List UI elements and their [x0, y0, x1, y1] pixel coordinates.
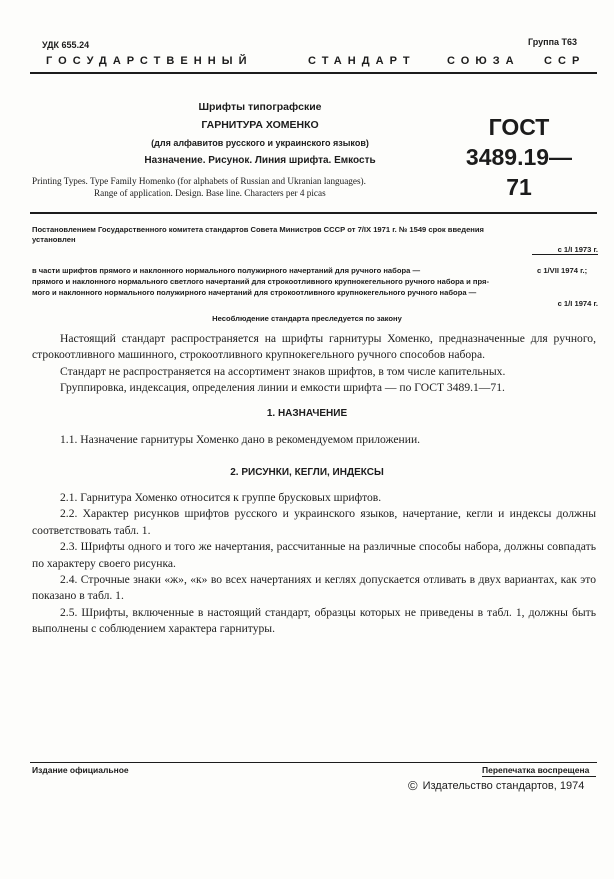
- decree-line-5: мого и наклонного нормального полужирного начертаний для строкоотливного крупнокегельного ручного набора —: [32, 288, 477, 297]
- section-2-paragraph-1: 2.1. Гарнитура Хоменко относится к группе брусковых шрифтов.: [60, 491, 382, 504]
- title-line-2: ГАРНИТУРА ХОМЕНКО: [201, 119, 319, 131]
- english-line-1: Printing Types. Type Family Homenko (for alphabets of Russian and Ukranian languages).: [32, 176, 366, 186]
- banner-word-2: СТАНДАРТ: [308, 55, 416, 67]
- title-rule: [30, 212, 597, 214]
- publisher-line: [408, 778, 584, 793]
- section-2-paragraph-2: 2.2. Характер рисунков шрифтов русского и украинского языков, начертание, кегли и индексы должны соответствовать табл. 1.: [32, 507, 596, 537]
- title-line-1: Шрифты типографские: [198, 101, 322, 113]
- decree-date-1: с 1/I 1973 г.: [557, 245, 598, 254]
- section-1-paragraph-1: 1.1. Назначение гарнитуры Хоменко дано в рекомендуемом приложении.: [60, 433, 421, 446]
- section-2-title: 2. РИСУНКИ, КЕГЛИ, ИНДЕКСЫ: [230, 467, 384, 478]
- decree-line-1: Постановлением Государственного комитета стандартов Совета Министров СССР от 7/IX 1971 г. № 1549 срок введения: [32, 225, 484, 234]
- english-line-2: Range of application. Design. Base line. Characters per 4 picas: [94, 187, 326, 198]
- decree-date-1-rule: [532, 254, 598, 255]
- decree-line-3: в части шрифтов прямого и наклонного нормального полужирного начертаний для ручного набора —: [32, 266, 421, 275]
- banner-word-3: СОЮЗА: [447, 55, 520, 67]
- title-line-4: Назначение. Рисунок. Линия шрифта. Емкость: [144, 155, 376, 166]
- section-2-body: [32, 490, 596, 638]
- banner-word-4: ССР: [544, 55, 586, 67]
- intro-paragraph-1: Настоящий стандарт распространяется на шрифты гарнитуры Хоменко, предназначенные для ручного, строкоотливного машинного, строкоотливного крупнокегельного ручного способов набора.: [32, 332, 596, 362]
- decree-line-2: установлен: [32, 235, 76, 244]
- header-rule: [30, 72, 597, 74]
- section-1-body: [32, 432, 596, 448]
- decree-line-4: прямого и наклонного нормального светлого начертаний для строкоотливного крупнокегельного ручного набора и пря-: [32, 277, 489, 286]
- section-2-paragraph-5: 2.5. Шрифты, включенные в настоящий стандарт, образцы которых не приведены в табл. 1, должны быть выполнены с соблюдением характера гарнитуры.: [32, 605, 596, 636]
- reprint-underline: [482, 776, 596, 777]
- section-1-title: 1. НАЗНАЧЕНИЕ: [266, 408, 348, 419]
- intro-section: [32, 331, 596, 397]
- section-2-paragraph-3: 2.3. Шрифты одного и того же начертания, рассчитанные на различные способы набора, должны совпадать по характеру своего рисунка.: [32, 540, 596, 570]
- group-code: Группа Т63: [528, 37, 578, 47]
- publisher-name: Издательство стандартов, 1974: [422, 779, 585, 792]
- decree-date-2: с 1/VII 1974 г.;: [537, 266, 588, 275]
- official-edition: Издание официальное: [32, 765, 129, 775]
- gost-number: 3489.19—71: [465, 144, 573, 200]
- section-2-paragraph-4: 2.4. Строчные знаки «ж», «к» во всех начертаниях и кеглях допускается отливать в двух вариантах, как это показано в табл. 1.: [32, 573, 596, 603]
- intro-paragraph-2: Стандарт не распространяется на ассортимент знаков шрифтов, в том числе капительных.: [60, 364, 506, 378]
- title-block: [110, 98, 410, 170]
- udk-code: УДК 655.24: [42, 40, 90, 50]
- decree-date-3: с 1/I 1974 г.: [557, 299, 598, 308]
- banner-word-1: ГОСУДАРСТВЕННЫЙ: [46, 55, 253, 67]
- gost-label: ГОСТ: [488, 114, 550, 140]
- copyright-icon: ©: [408, 778, 418, 793]
- footer-rule: [30, 762, 597, 763]
- reprint-notice: Перепечатка воспрещена: [482, 765, 590, 775]
- english-title: [32, 176, 432, 199]
- legal-notice: Несоблюдение стандарта преследуется по закону: [212, 314, 402, 323]
- gost-designation: [460, 112, 578, 202]
- title-line-3: (для алфавитов русского и украинского языков): [151, 138, 369, 148]
- intro-paragraph-3: Группировка, индексация, определения линии и емкости шрифта — по ГОСТ 3489.1—71.: [60, 381, 505, 395]
